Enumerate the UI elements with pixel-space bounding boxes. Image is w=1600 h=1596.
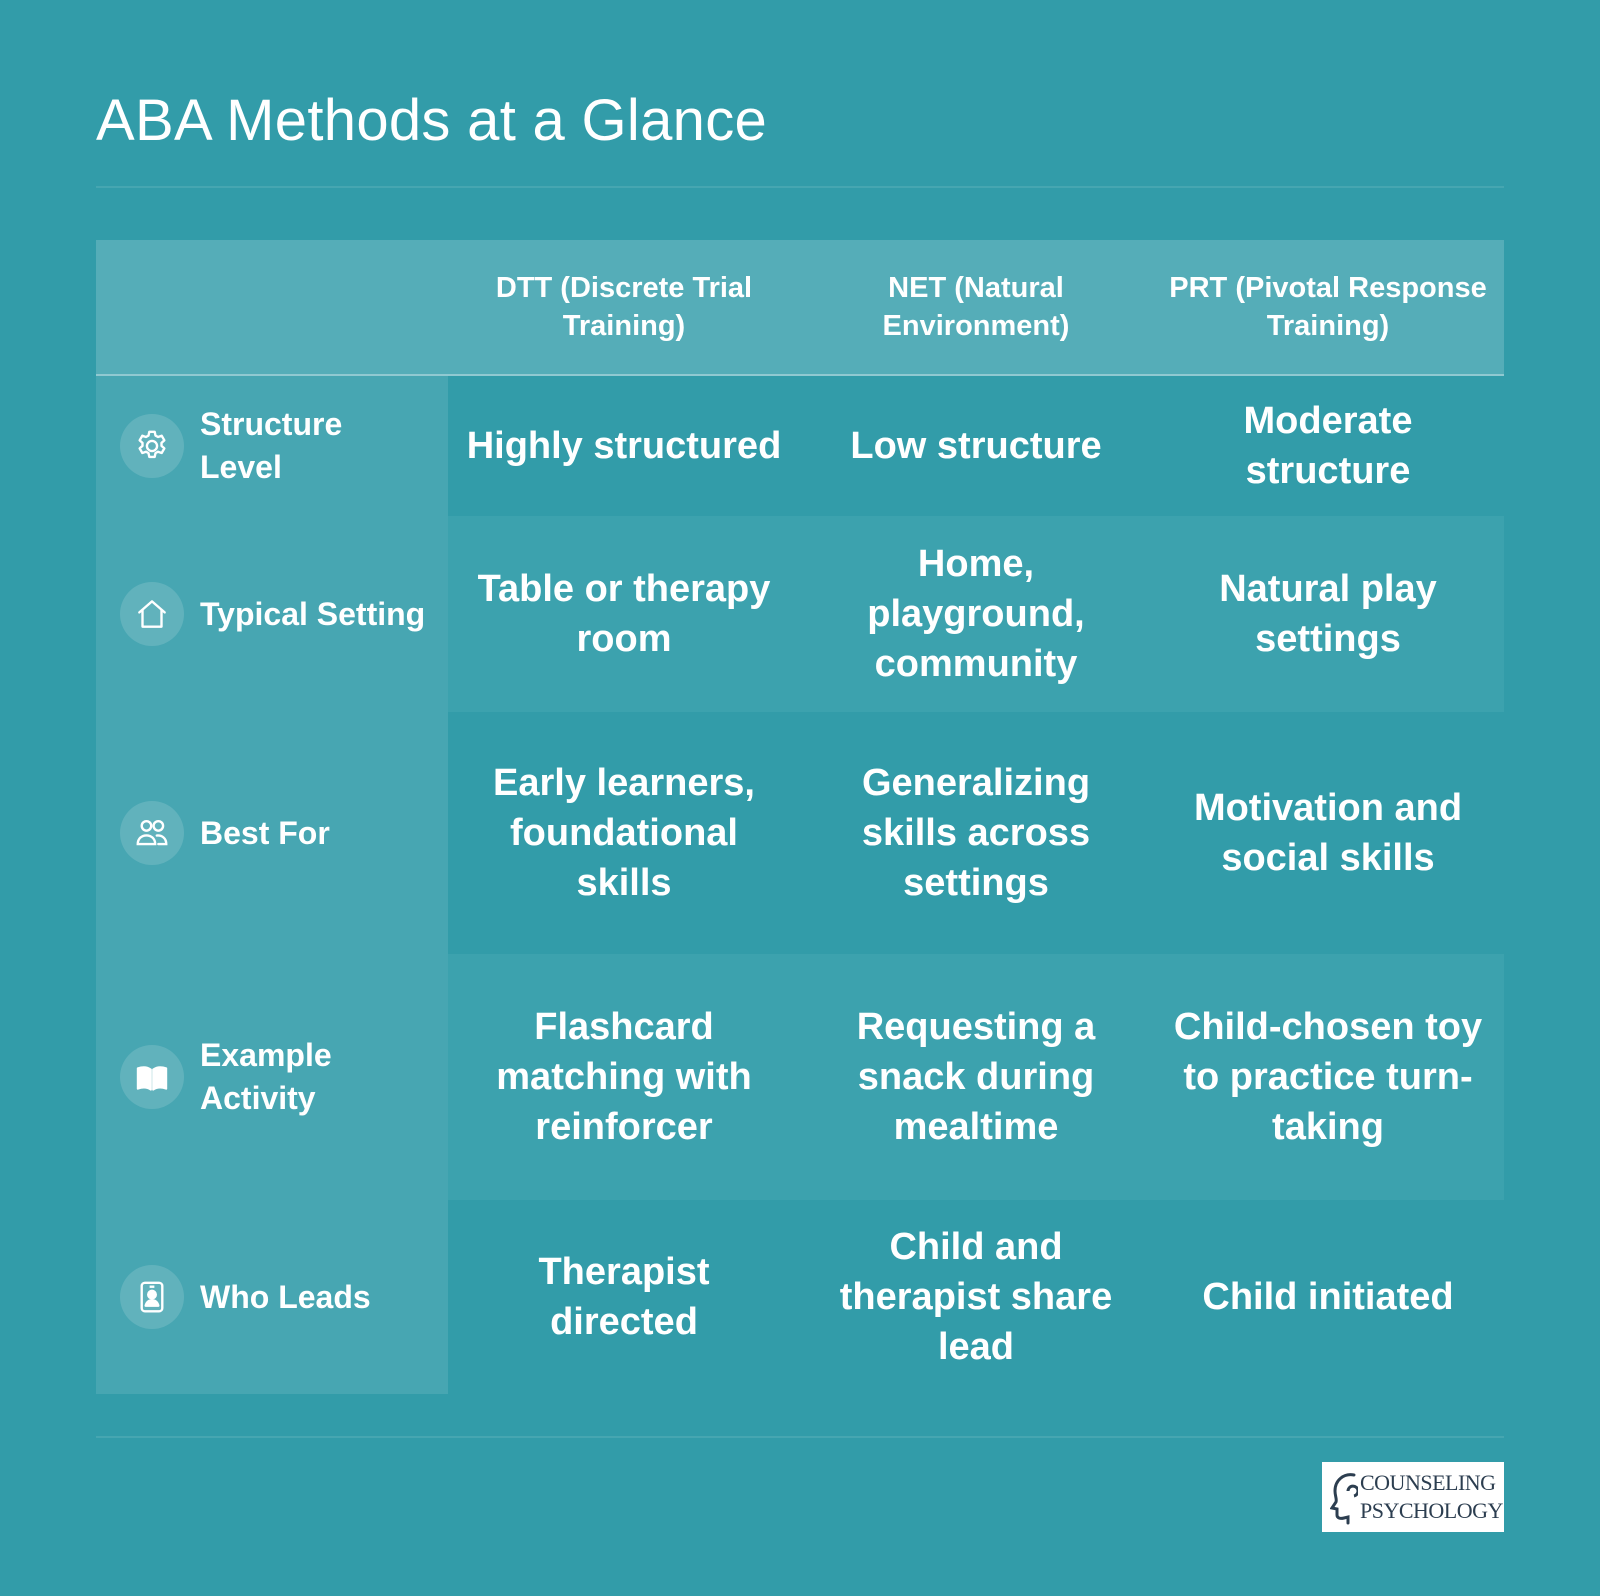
open-book-icon [120,1045,184,1109]
counseling-psychology-logo [1322,1462,1504,1532]
table-cell: Requesting a snack during mealtime [800,954,1152,1200]
table-cell: Therapist directed [448,1200,800,1394]
row-label-text: Who Leads [200,1278,371,1315]
table-row-who-leads [96,1200,1504,1394]
row-label-who-leads [96,1200,448,1394]
table-row-best-for [96,712,1504,954]
column-header-net: NET (Natural Environment) [882,272,1070,342]
table-cell: Motivation and social skills [1152,712,1504,954]
logo-line-1: COUNSELING [1360,1470,1496,1495]
column-header-dtt: DTT (Discrete Trial Training) [495,272,753,342]
row-label-structure-level [96,376,448,516]
title-divider [96,186,1504,188]
id-badge-icon [120,1265,184,1329]
table-cell: Natural play settings [1152,516,1504,712]
row-label-text: Typical Setting [200,595,426,632]
column-header-prt: PRT (Pivotal Response Training) [1169,272,1487,342]
table-cell: Moderate structure [1152,376,1504,516]
row-label-text: Structure Level [200,406,343,485]
table-row-structure-level [96,376,1504,516]
table-cell: Home, playground, community [800,516,1152,712]
home-icon [120,582,184,646]
comparison-table [96,240,1504,1394]
table-header-row [96,240,1504,376]
table-cell: Table or therapy room [448,516,800,712]
gear-icon [120,414,184,478]
table-cell: Flashcard matching with reinforcer [448,954,800,1200]
page-title: ABA Methods at a Glance [96,88,768,153]
people-icon [120,801,184,865]
row-label-text: Example Activity [200,1037,332,1116]
table-cell: Low structure [800,376,1152,516]
table-cell: Generalizing skills across settings [800,712,1152,954]
logo-line-2: PSYCHOLOGY [1360,1498,1503,1523]
table-cell: Child and therapist share lead [800,1200,1152,1394]
row-label-typical-setting [96,516,448,712]
table-cell: Child-chosen toy to practice turn-taking [1152,954,1504,1200]
logo-text [1360,1469,1503,1525]
table-cell: Early learners, foundational skills [448,712,800,954]
table-cell: Highly structured [448,376,800,516]
table-row-typical-setting [96,516,1504,712]
header-corner [96,240,448,374]
row-label-text: Best For [200,814,330,851]
head-profile-icon [1330,1469,1358,1525]
footer-divider [96,1436,1504,1438]
row-label-best-for [96,712,448,954]
row-label-example-activity [96,954,448,1200]
table-cell: Child initiated [1152,1200,1504,1394]
table-row-example-activity [96,954,1504,1200]
